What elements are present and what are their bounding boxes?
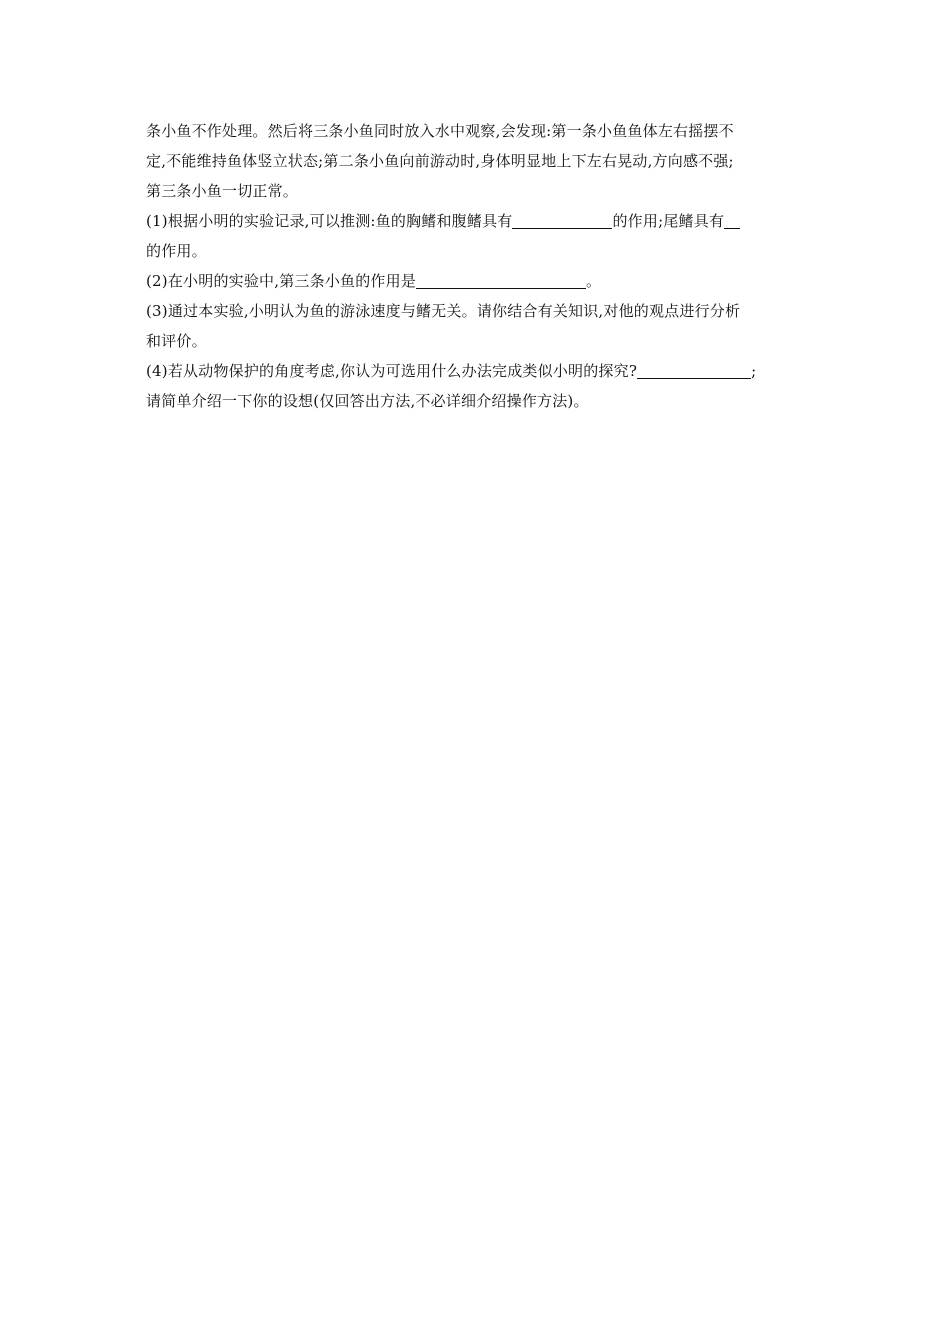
text-segment: 第三条小鱼一切正常。 (146, 182, 299, 200)
text-line (146, 326, 818, 356)
question-text-block (146, 116, 818, 416)
text-line (146, 206, 818, 236)
text-segment: 和评价。 (146, 332, 207, 350)
text-segment: 的作用;尾鳍具有 (612, 212, 725, 230)
text-line (146, 116, 818, 146)
text-segment: 。 (586, 272, 602, 290)
answer-blank (724, 212, 740, 229)
text-line (146, 296, 818, 326)
answer-blank (637, 362, 751, 379)
text-line (146, 146, 818, 176)
text-line (146, 356, 818, 386)
text-segment: (2)在小明的实验中,第三条小鱼的作用是 (146, 272, 417, 290)
text-segment: (4)若从动物保护的角度考虑,你认为可选用什么办法完成类似小明的探究? (146, 362, 638, 380)
text-line (146, 176, 818, 206)
text-segment: 的作用。 (146, 242, 207, 260)
text-segment: 请简单介绍一下你的设想(仅回答出方法,不必详细介绍操作方法)。 (146, 392, 589, 410)
answer-blank (416, 272, 586, 289)
answer-blank (512, 212, 612, 229)
text-segment: ; (751, 362, 757, 380)
text-segment: (3)通过本实验,小明认为鱼的游泳速度与鳍无关。请你结合有关知识,对他的观点进行分析 (146, 302, 741, 320)
text-line (146, 386, 818, 416)
text-line (146, 266, 818, 296)
text-segment: 条小鱼不作处理。然后将三条小鱼同时放入水中观察,会发现:第一条小鱼鱼体左右摇摆不 (146, 122, 734, 140)
text-segment: 定,不能维持鱼体竖立状态;第二条小鱼向前游动时,身体明显地上下左右晃动,方向感不强; (146, 152, 734, 170)
text-line (146, 236, 818, 266)
text-segment: (1)根据小明的实验记录,可以推测:鱼的胸鳍和腹鳍具有 (146, 212, 513, 230)
